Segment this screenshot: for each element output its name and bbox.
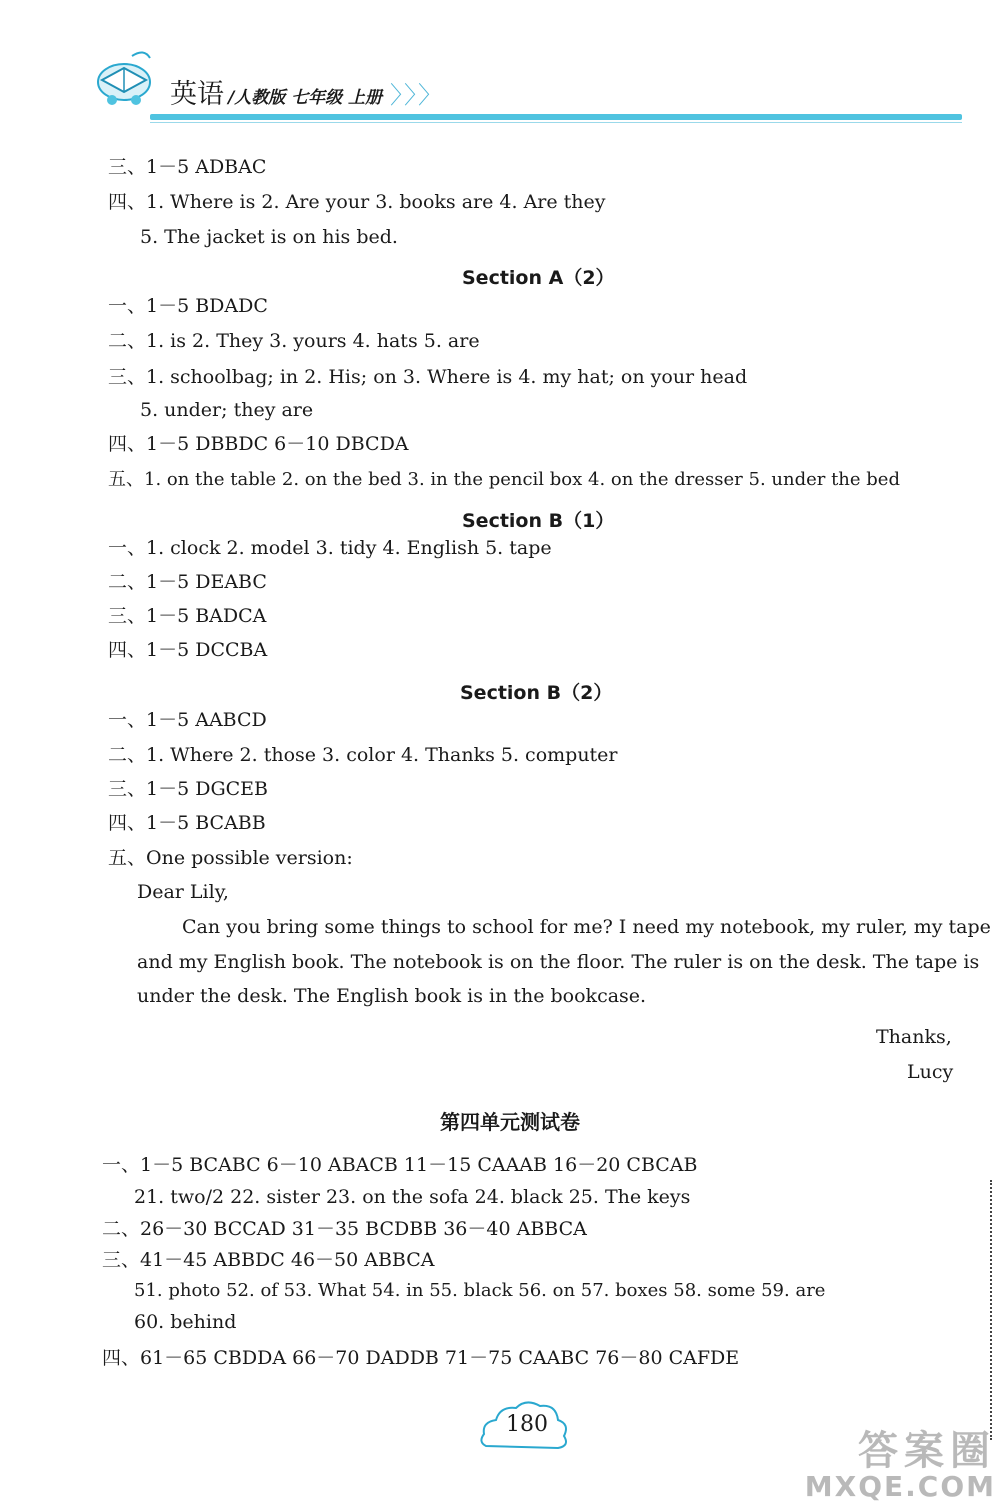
answer-line: 60. behind <box>134 1311 237 1333</box>
watermark-bottom: MXQE.COM <box>804 1470 996 1503</box>
answer-line: 一、1－5 AABCD <box>108 709 267 731</box>
answer-line: 5. under; they are <box>140 399 314 421</box>
book-mascot-icon <box>88 42 158 112</box>
answer-line: 二、1. is 2. They 3. yours 4. hats 5. are <box>108 330 480 352</box>
answer-line: 二、1－5 DEABC <box>108 571 267 593</box>
answer-line: 五、One possible version: <box>108 847 353 869</box>
answer-line: 三、1－5 ADBAC <box>108 156 267 178</box>
header-edition: /人教版 七年级 上册 <box>228 88 383 108</box>
letter-body: under the desk. The English book is in the bookcase. <box>137 985 647 1007</box>
answer-line: 四、61－65 CBDDA 66－70 DADDB 71－75 CAABC 76－80 CAFDE <box>102 1347 740 1369</box>
answer-line: 三、1－5 DGCEB <box>108 778 268 800</box>
answer-line: 三、41－45 ABBDC 46－50 ABBCA <box>102 1249 435 1271</box>
answer-line: 一、1. clock 2. model 3. tidy 4. English 5. tape <box>108 537 552 559</box>
letter-body: and my English book. The notebook is on the floor. The ruler is on the desk. The tape is <box>137 951 980 973</box>
answer-line: 二、26－30 BCCAD 31－35 BCDBB 36－40 ABBCA <box>102 1218 587 1240</box>
answer-line: 四、1－5 BCABB <box>108 812 266 834</box>
answer-line: 四、1－5 DBBDC 6－10 DBCDA <box>108 433 409 455</box>
answer-line: 三、1－5 BADCA <box>108 605 267 627</box>
section-heading: Section A（2） <box>462 267 615 289</box>
letter-closing: Thanks, <box>876 1026 952 1048</box>
letter-signature: Lucy <box>907 1061 954 1083</box>
answer-line: 三、1. schoolbag; in 2. His; on 3. Where is 4. my hat; on your head <box>108 366 748 388</box>
watermark-top: 答案圈 <box>858 1428 996 1474</box>
answer-line: 51. photo 52. of 53. What 54. in 55. black 56. on 57. boxes 58. some 59. are <box>134 1280 826 1301</box>
answer-line: 5. The jacket is on his bed. <box>140 226 398 248</box>
unit-test-heading: 第四单元测试卷 <box>440 1110 580 1134</box>
header-title <box>170 72 444 111</box>
answer-line: 二、1. Where 2. those 3. color 4. Thanks 5. computer <box>108 744 618 766</box>
header-arrows: 〉〉〉 <box>390 81 445 109</box>
section-heading: Section B（1） <box>462 510 615 532</box>
watermark <box>805 1419 996 1503</box>
header-rule-thin <box>150 122 962 123</box>
letter-body: Can you bring some things to school for me? I need my notebook, my ruler, my tape <box>182 916 991 938</box>
answer-line: 四、1. Where is 2. Are your 3. books are 4. Are they <box>108 191 606 213</box>
letter-greeting: Dear Lily, <box>137 881 229 903</box>
answer-line: 五、1. on the table 2. on the bed 3. in the pencil box 4. on the dresser 5. under the bed <box>108 469 900 490</box>
answer-line: 一、1－5 BCABC 6－10 ABACB 11－15 CAAAB 16－20 CBCAB <box>102 1154 698 1176</box>
header-subject: 英语 <box>170 79 224 110</box>
header-rule <box>150 114 962 120</box>
section-heading: Section B（2） <box>460 682 613 704</box>
answer-line: 一、1－5 BDADC <box>108 295 268 317</box>
answer-line: 四、1－5 DCCBA <box>108 639 268 661</box>
page-number: 180 <box>506 1412 548 1437</box>
answer-line: 21. two/2 22. sister 23. on the sofa 24. black 25. The keys <box>134 1186 691 1208</box>
binding-dots <box>990 1180 992 1440</box>
